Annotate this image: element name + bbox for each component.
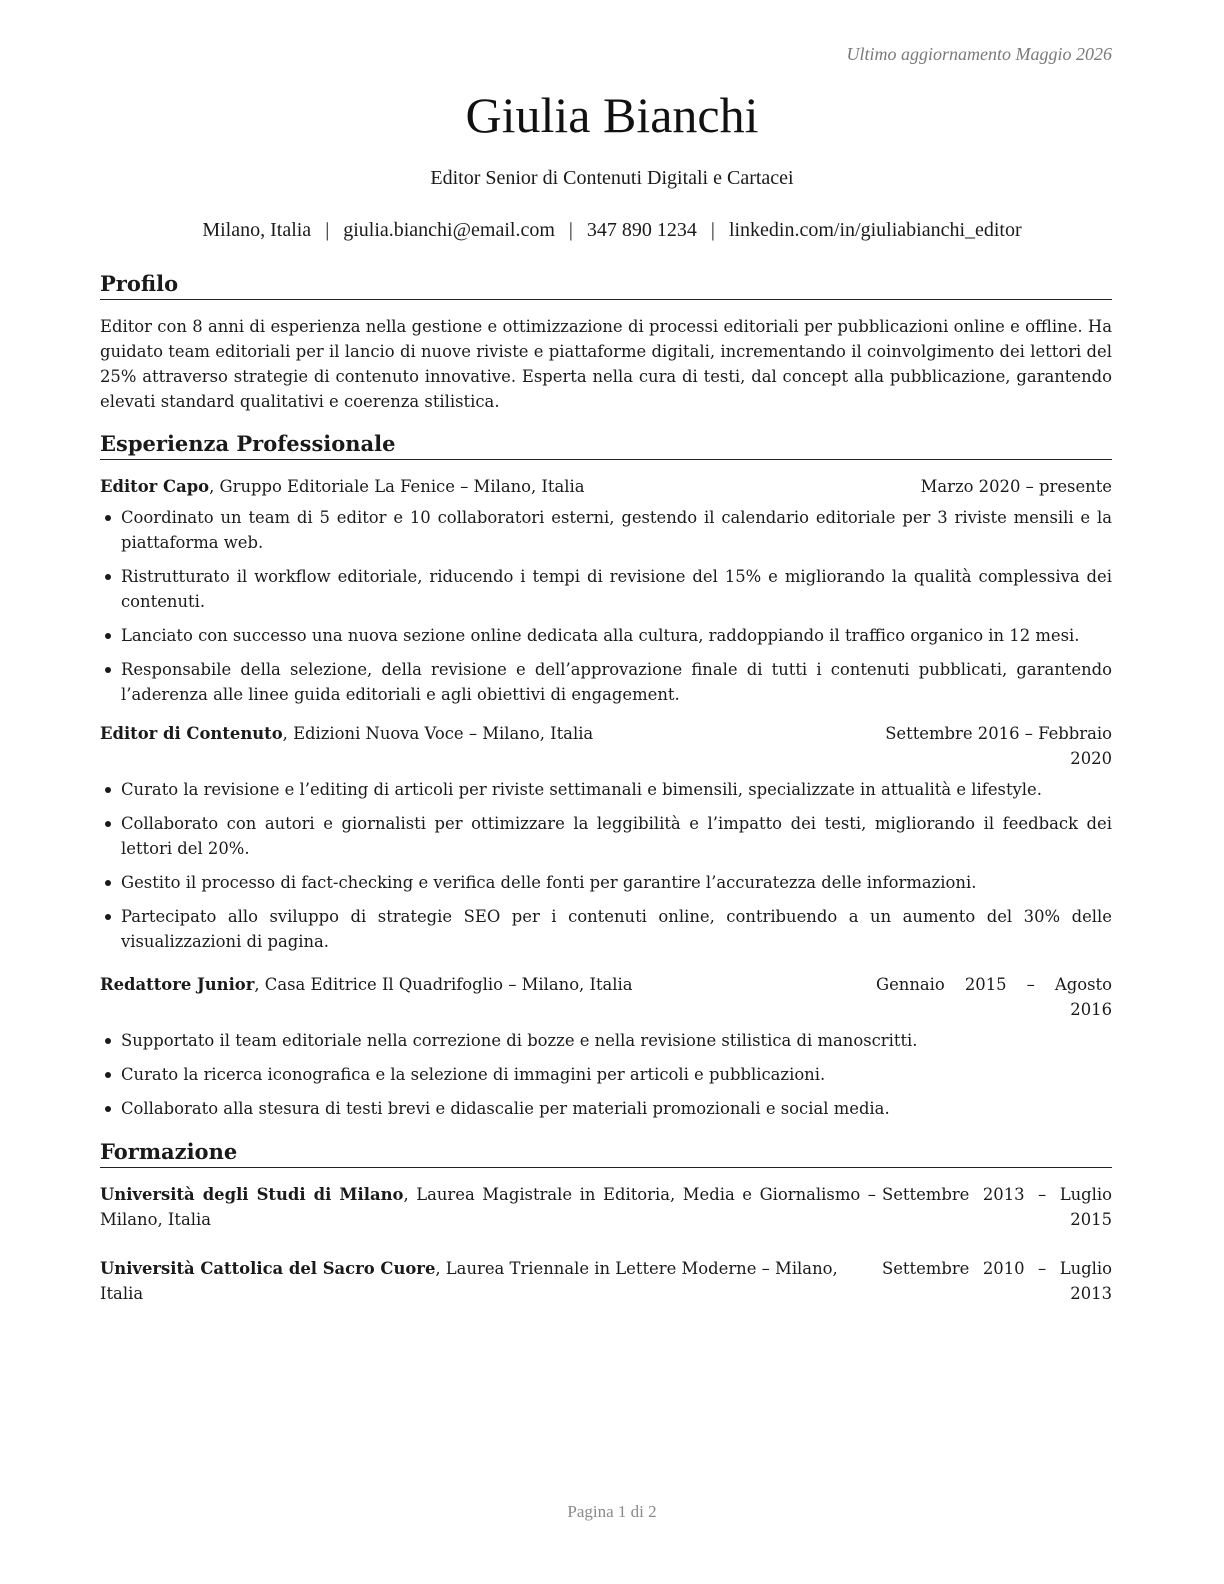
job-role: Redattore Junior [100, 975, 255, 994]
job-header [100, 474, 1112, 499]
list-item: Supportato il team editoriale nella correzione di bozze e nella revisione stilistica di manoscritti. [100, 1028, 1112, 1053]
contact-location: Milano, Italia [202, 219, 312, 241]
education-row [100, 1256, 1112, 1306]
section-title-experience: Esperienza Professionale [100, 431, 1112, 460]
list-item: Gestito il processo di fact-checking e verifica delle fonti per garantire l’accuratezza delle informazioni. [100, 870, 1112, 895]
list-item: Curato la revisione e l’editing di articoli per riviste settimanali e bimensili, specializzate in attualità e lifestyle. [100, 777, 1112, 802]
job-company: , Casa Editrice Il Quadrifoglio – Milano, Italia [254, 975, 633, 994]
page-number: Pagina 1 di 2 [567, 1502, 657, 1521]
job-dates: Marzo 2020 – presente [920, 477, 1112, 496]
education-row [100, 1182, 1112, 1232]
job-entry [100, 721, 1112, 963]
section-title-education: Formazione [100, 1139, 1112, 1168]
section-title-profile: Profilo [100, 271, 1112, 300]
job-entry [100, 474, 1112, 716]
education-school: Università degli Studi di Milano [100, 1185, 404, 1204]
job-header [100, 972, 1112, 1022]
job-dates: Settembre 2016 – Febbraio 2020 [885, 724, 1112, 768]
job-role: Editor Capo [100, 477, 210, 496]
list-item: Collaborato con autori e giornalisti per ottimizzare la leggibilità e l’impatto dei testi, migliorando il feedback dei lettori del 20%. [100, 811, 1112, 861]
contact-separator: | [568, 219, 573, 241]
contact-linkedin[interactable]: linkedin.com/in/giuliabianchi_editor [728, 219, 1022, 241]
education-entry [100, 1256, 1112, 1306]
contact-line [0, 219, 1224, 242]
job-bullets [100, 777, 1112, 954]
education-dates: Settembre 2013 – Luglio 2015 [882, 1185, 1112, 1229]
list-item: Lanciato con successo una nuova sezione online dedicata alla cultura, raddoppiando il traffico organico in 12 mesi. [100, 623, 1112, 648]
job-bullets [100, 1028, 1112, 1121]
list-item: Responsabile della selezione, della revisione e dell’approvazione finale di tutti i contenuti pubblicati, garantendo l’aderenza alle linee guida editoriali e agli obiettivi di engagement. [100, 657, 1112, 707]
education-school: Università Cattolica del Sacro Cuore [100, 1259, 436, 1278]
job-dates: Gennaio 2015 – Agosto 2016 [876, 975, 1112, 1019]
job-bullets [100, 505, 1112, 707]
candidate-name: Giulia Bianchi [465, 87, 759, 143]
job-company: , Edizioni Nuova Voce – Milano, Italia [282, 724, 594, 743]
job-role: Editor di Contenuto [100, 724, 283, 743]
education-degree: , Laurea Triennale in Lettere Moderne – Milano, Italia [100, 1259, 838, 1303]
education-degree: , Laurea Magistrale in Editoria, Media e Giornalismo – Milano, Italia [100, 1185, 876, 1229]
list-item: Ristrutturato il workflow editoriale, riducendo i tempi di revisione del 15% e migliorando la qualità complessiva dei contenuti. [100, 564, 1112, 614]
job-header [100, 721, 1112, 771]
contact-separator: | [325, 219, 330, 241]
list-item: Collaborato alla stesura di testi brevi e didascalie per materiali promozionali e social media. [100, 1096, 1112, 1121]
contact-email[interactable]: giulia.bianchi@email.com [343, 219, 555, 241]
list-item: Coordinato un team di 5 editor e 10 collaboratori esterni, gestendo il calendario editoriale per 3 riviste mensili e la piattaforma web. [100, 505, 1112, 555]
job-entry [100, 972, 1112, 1130]
education-entry [100, 1182, 1112, 1232]
profile-text: Editor con 8 anni di esperienza nella gestione e ottimizzazione di processi editoriali per pubblicazioni online e offline. Ha guidato team editoriali per il lancio di nuove riviste e piattaforme digitali, incrementando il coinvolgimento dei lettori del 25% attraverso strategie di contenuto innovative. Esperta nella cura di testi, dal concept alla pubblicazione, garantendo elevati standard qualitativi e coerenza stilistica. [100, 317, 1112, 411]
last-updated: Ultimo aggiornamento Maggio 2026 [846, 44, 1112, 64]
job-company: , Gruppo Editoriale La Fenice – Milano, Italia [209, 477, 585, 496]
list-item: Curato la ricerca iconografica e la selezione di immagini per articoli e pubblicazioni. [100, 1062, 1112, 1087]
contact-phone[interactable]: 347 890 1234 [586, 219, 697, 241]
candidate-headline: Editor Senior di Contenuti Digitali e Cartacei [430, 167, 794, 189]
education-dates: Settembre 2010 – Luglio 2013 [882, 1259, 1112, 1303]
contact-separator: | [710, 219, 715, 241]
list-item: Partecipato allo sviluppo di strategie SEO per i contenuti online, contribuendo a un aumento del 30% delle visualizzazioni di pagina. [100, 904, 1112, 954]
